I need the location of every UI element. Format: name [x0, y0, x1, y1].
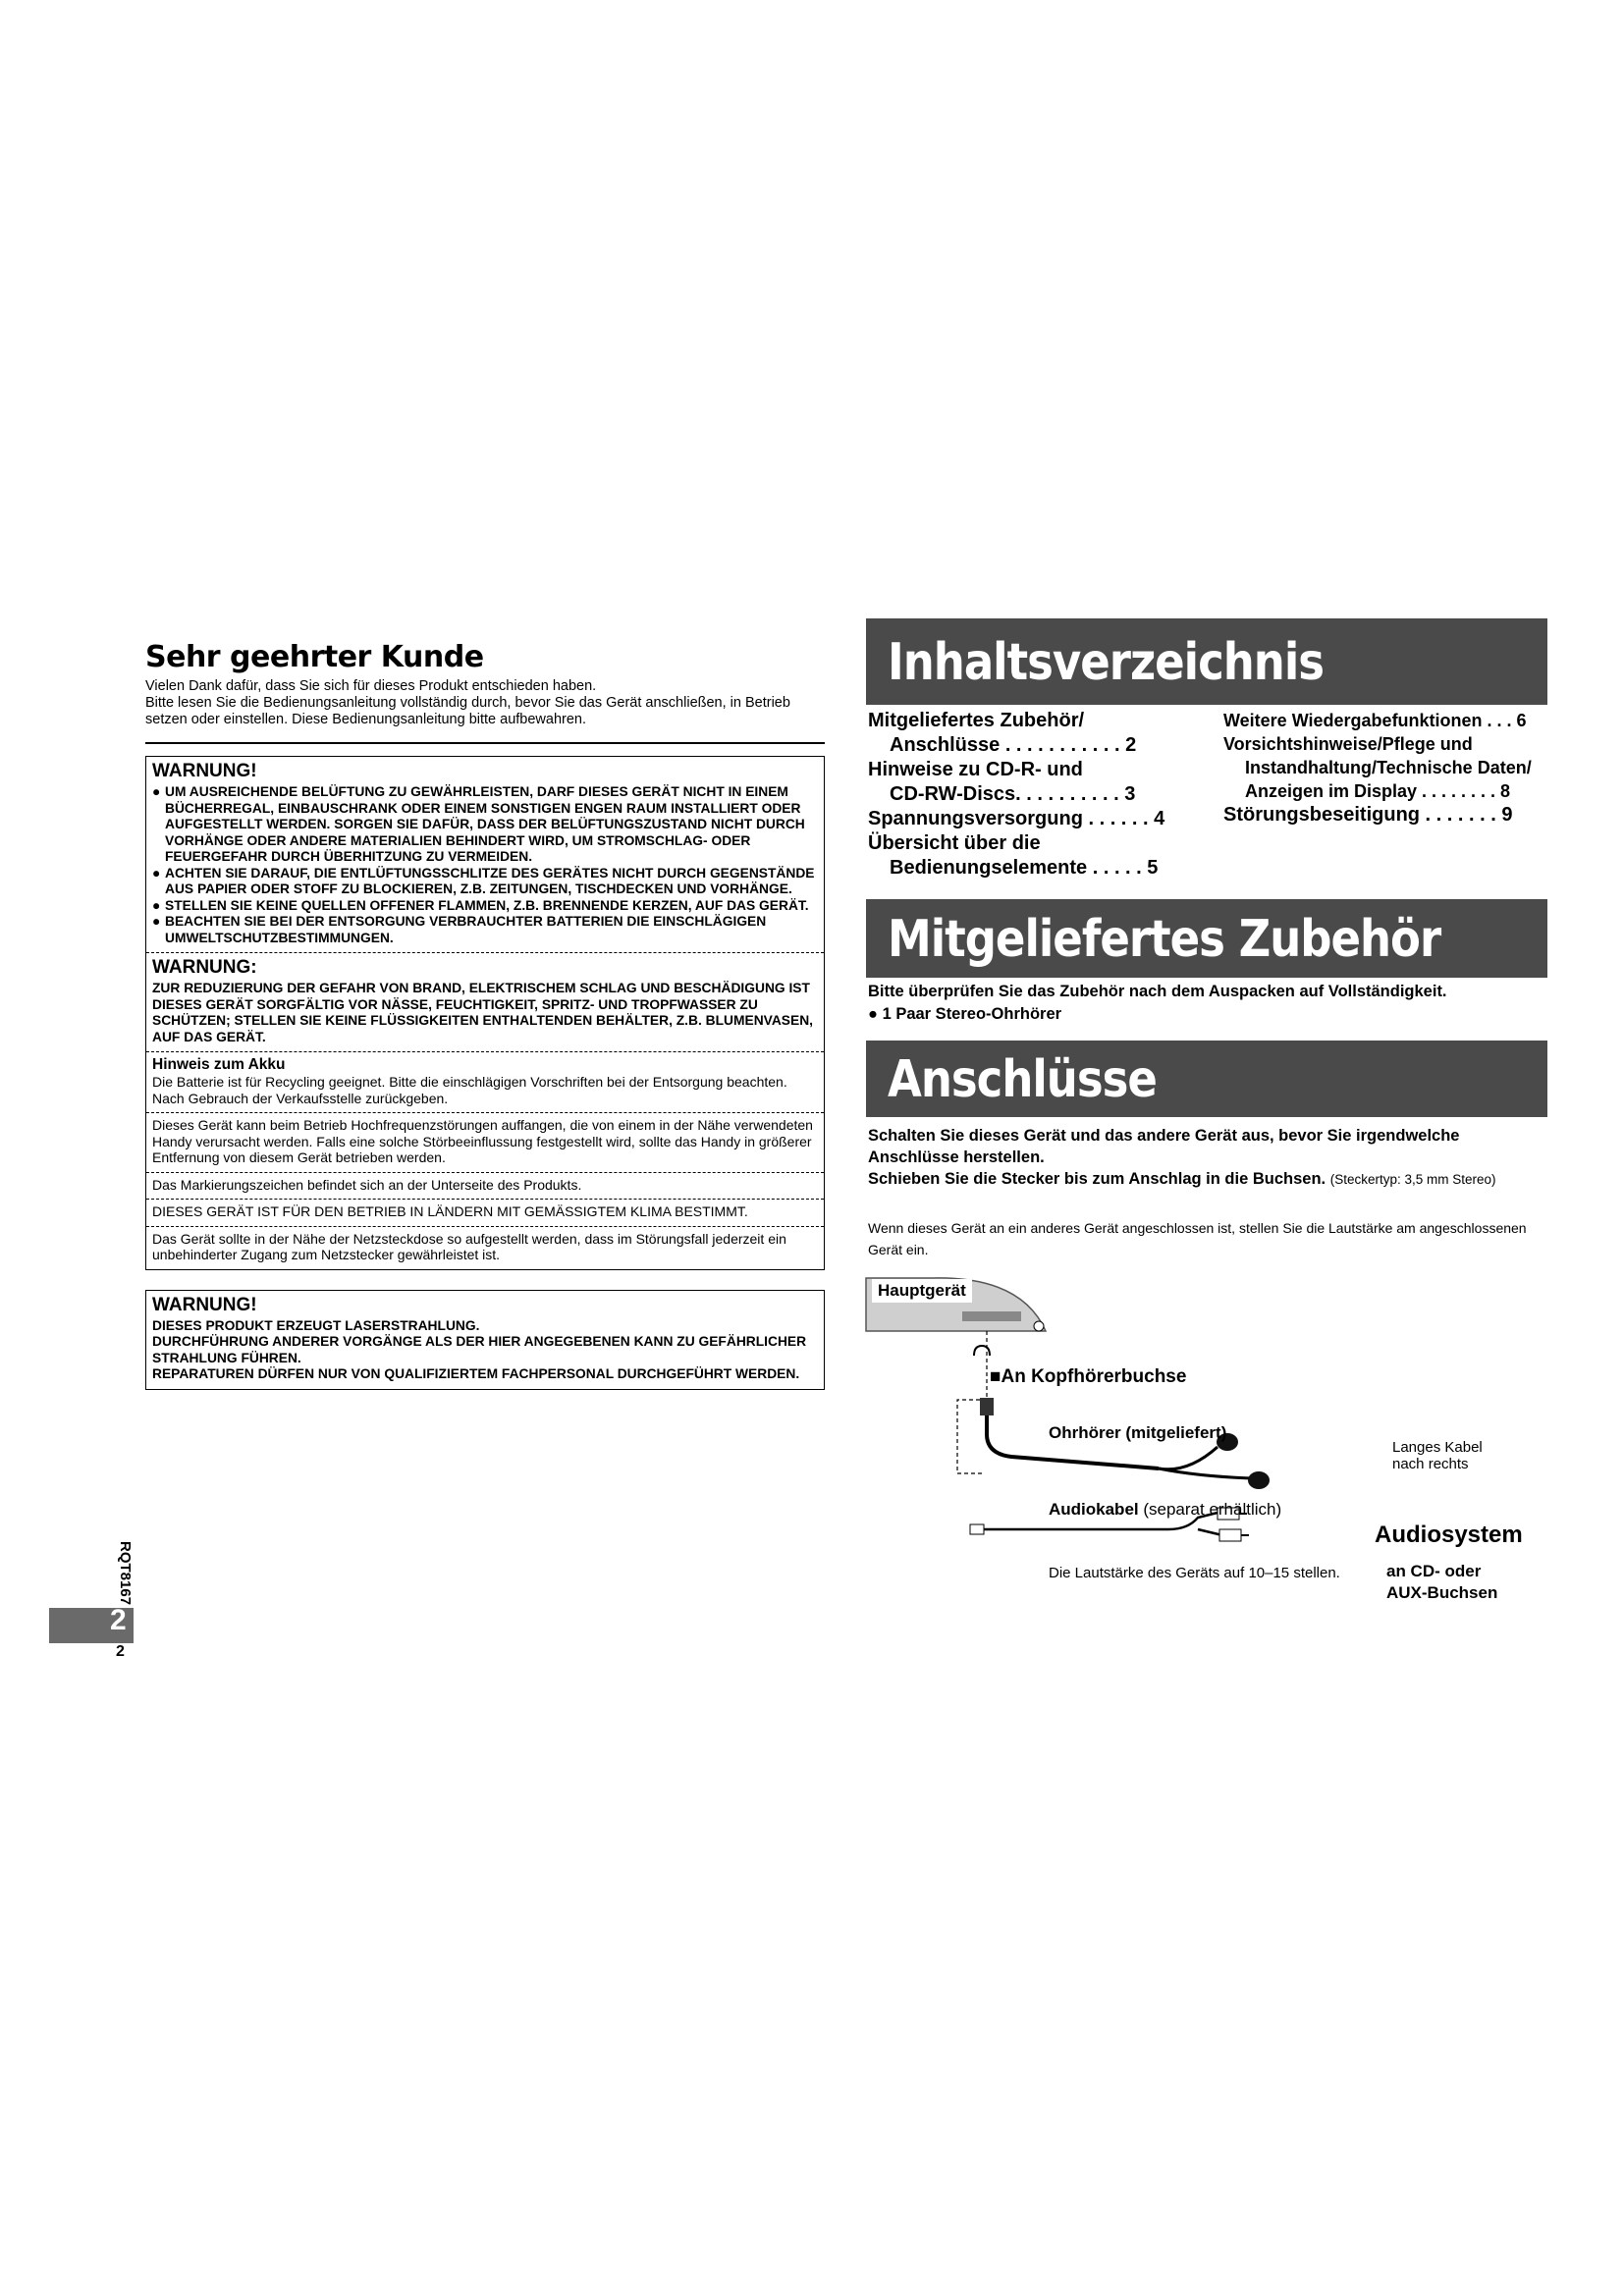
audio-cable-label: Audiokabel (separat erhältlich) — [1049, 1500, 1282, 1519]
socket-text: Das Gerät sollte in der Nähe der Netzsteckdose so aufgestellt werden, dass im Störungsfall jederzeit ein unbehinderter Zugang zum Netzstecker gewährleistet ist. — [152, 1230, 786, 1262]
page-number: 2 — [110, 1604, 127, 1636]
headphone-jack-label: ■An Kopfhörerbuchse — [990, 1366, 1187, 1387]
marking-section — [146, 1172, 824, 1194]
warning-water-section — [146, 952, 824, 1045]
audio-plug — [970, 1524, 984, 1534]
intro-line-1: Vielen Dank dafür, dass Sie sich für dieses Produkt entschieden haben. — [145, 678, 597, 694]
accessories-item: ● 1 Paar Stereo-Ohrhörer — [868, 1005, 1062, 1023]
connections-title: Anschlüsse — [888, 1048, 1157, 1109]
accessories-title: Mitgeliefertes Zubehör — [888, 908, 1441, 969]
earbud-icon — [1248, 1471, 1270, 1489]
audio-system-label: Audiosystem — [1375, 1522, 1523, 1548]
battery-heading: Hinweis zum Akku — [152, 1056, 286, 1073]
toc-entry[interactable]: Störungsbeseitigung . . . . . . . 9 — [1223, 804, 1513, 826]
toc-entry[interactable]: Hinweise zu CD-R- und CD-RW-Discs. . . . . . . . . . 3 — [868, 759, 1136, 805]
battery-section — [146, 1051, 824, 1106]
warning-water-text: ZUR REDUZIERUNG DER GEFAHR VON BRAND, ELEKTRISCHEM SCHLAG UND BESCHÄDIGUNG IST DIESES GERÄT SORGFÄLTIG VOR NÄSSE, FEUCHTIGKEIT, SPRITZ- UND TROPFWASSER ZU SCHÜTZEN; STELLEN SIE KEINE FLÜSSIGKEITEN ENTHALTENDEN BEHÄLTER, Z.B. BLUMENVASEN, AUF DAS GERÄT. — [152, 981, 814, 1044]
toc-title: Inhaltsverzeichnis — [888, 631, 1325, 692]
connections-banner — [866, 1041, 1547, 1117]
toc-column-2 — [1223, 709, 1557, 827]
rca-plug-icon — [1219, 1529, 1241, 1541]
volume-note: Die Lautstärke des Geräts auf 10–15 stellen. — [1049, 1565, 1340, 1581]
warning-heading: WARNUNG! — [152, 761, 257, 781]
intro — [145, 678, 825, 728]
toc-column-1 — [868, 709, 1192, 881]
warning-box-laser — [145, 1290, 825, 1390]
left-column — [145, 640, 825, 1390]
conn-text-3: Wenn dieses Gerät an ein anderes Gerät angeschlossen ist, stellen Sie die Lautstärke am angeschlossenen Gerät ein. — [868, 1220, 1527, 1257]
climate-text: DIESES GERÄT IST FÜR DEN BETRIEB IN LÄNDERN MIT GEMÄSSIGTEM KLIMA BESTIMMT. — [152, 1203, 748, 1219]
earphones-label: Ohrhörer (mitgeliefert) — [1049, 1423, 1227, 1442]
greeting-title: Sehr geehrter Kunde — [145, 640, 484, 674]
laser-line-3: REPARATUREN DÜRFEN NUR VON QUALIFIZIERTEM FACHPERSONAL DURCHGEFÜHRT WERDEN. — [152, 1366, 800, 1381]
toc-entry[interactable]: Mitgeliefertes Zubehör/ Anschlüsse . . . . . . . . . . . 2 — [868, 710, 1137, 756]
battery-text: Die Batterie ist für Recycling geeignet. Bitte die einschlägigen Vorschriften bei der Entsorgung beachten. — [152, 1074, 787, 1090]
long-cable-label: Langes Kabel nach rechts — [1392, 1439, 1483, 1472]
intro-line-2: Bitte lesen Sie die Bedienungsanleitung vollständig durch, bevor Sie das Gerät anschließen, in Betrieb setzen oder einstellen. Diese Bedienungsanleitung bitte aufbewahren. — [145, 695, 790, 727]
marking-text: Das Markierungszeichen befindet sich an der Unterseite des Produkts. — [152, 1176, 582, 1193]
warning-bullet: ● UM AUSREICHENDE BELÜFTUNG ZU GEWÄHRLEISTEN, DARF DIESES GERÄT NICHT IN EINEM BÜCHERREGAL, EINBAUSCHRANK ODER EINEM SONSTIGEN ENGEN RAUM INSTALLIERT ODER AUFGESTELLT WERDEN. SORGEN SIE DAFÜR, DASS DER BELÜFTUNGSZUSTAND NICHT DURCH VORHÄNGE ODER ANDERE MATERIALIEN BEHINDERT WIRD, UM STROMSCHLAG- ODER FEUERGEFAHR DURCH ÜBERHITZUNG ZU VERMEIDEN. — [152, 784, 805, 864]
divider — [145, 742, 825, 744]
main-unit-slot — [962, 1311, 1021, 1321]
page-number-small: 2 — [116, 1643, 125, 1660]
warning-heading-2: WARNUNG: — [152, 957, 257, 978]
conn-text-2: Schieben Sie die Stecker bis zum Anschlag in die Buchsen. (Steckertyp: 3,5 mm Stereo) — [868, 1170, 1496, 1188]
toc-entry[interactable]: Übersicht über die Bedienungselemente . . . . . 5 — [868, 832, 1159, 879]
warning-bullet: ● STELLEN SIE KEINE QUELLEN OFFENER FLAMMEN, Z.B. BRENNENDE KERZEN, AUF DAS GERÄT. — [152, 897, 809, 913]
warning-bullets — [152, 784, 818, 946]
laser-line-2: DURCHFÜHRUNG ANDERER VORGÄNGE ALS DER HIER ANGEGEBENEN KANN ZU GEFÄHRLICHER STRAHLUNG FÜHREN. — [152, 1334, 807, 1365]
warning-bullet: ● BEACHTEN SIE BEI DER ENTSORGUNG VERBRAUCHTER BATTERIEN DIE EINSCHLÄGIGEN UMWELTSCHUTZBESTIMMUNGEN. — [152, 914, 767, 945]
headphone-jack-shape — [1034, 1321, 1044, 1331]
battery-return-text: Nach Gebrauch der Verkaufsstelle zurückgeben. — [152, 1090, 449, 1106]
conn-text-1: Schalten Sie dieses Gerät und das andere Gerät aus, bevor Sie irgendwelche Anschlüsse herstellen. — [868, 1127, 1460, 1166]
laser-warning-heading: WARNUNG! — [152, 1294, 257, 1315]
document-code: RQT8167 — [117, 1541, 134, 1606]
earphone-plug — [980, 1398, 994, 1415]
cd-aux-label: an CD- oder AUX-Buchsen — [1386, 1562, 1498, 1602]
accessories-text: Bitte überprüfen Sie das Zubehör nach dem Auspacken auf Vollständigkeit. — [868, 983, 1447, 1000]
socket-section — [146, 1226, 824, 1263]
laser-line-1: DIESES PRODUKT ERZEUGT LASERSTRAHLUNG. — [152, 1317, 480, 1333]
mobile-phone-section — [146, 1112, 824, 1166]
accessories-banner — [866, 899, 1547, 978]
mobile-phone-text: Dieses Gerät kann beim Betrieb Hochfrequenzstörungen auffangen, die von einem in der Nähe verwendeten Handy verursacht werden. Falls eine solche Störbeeinflussung festgestellt wird, sollte das Handy in größerer Entfernung von diesem Gerät betrieben werden. — [152, 1117, 813, 1165]
toc-banner — [866, 618, 1547, 705]
toc-entry[interactable]: Vorsichtshinweise/Pflege und Instandhaltung/Technische Daten/ Anzeigen im Display . . . . . . . . 8 — [1223, 734, 1532, 801]
warning-bullet: ● ACHTEN SIE DARAUF, DIE ENTLÜFTUNGSSCHLITZE DES GERÄTES NICHT DURCH GEGENSTÄNDE AUS PAPIER ODER STOFF ZU BLOCKIEREN, Z.B. ZEITUNGEN, TISCHDECKEN UND VORHÄNGE. — [152, 865, 815, 896]
climate-section — [146, 1199, 824, 1220]
warning-box-1 — [145, 756, 825, 1270]
toc-entry[interactable]: Spannungsversorgung . . . . . . 4 — [868, 808, 1165, 829]
toc-entry[interactable]: Weitere Wiedergabefunktionen . . . 6 — [1223, 711, 1527, 730]
main-unit-label: Hauptgerät — [872, 1279, 972, 1303]
